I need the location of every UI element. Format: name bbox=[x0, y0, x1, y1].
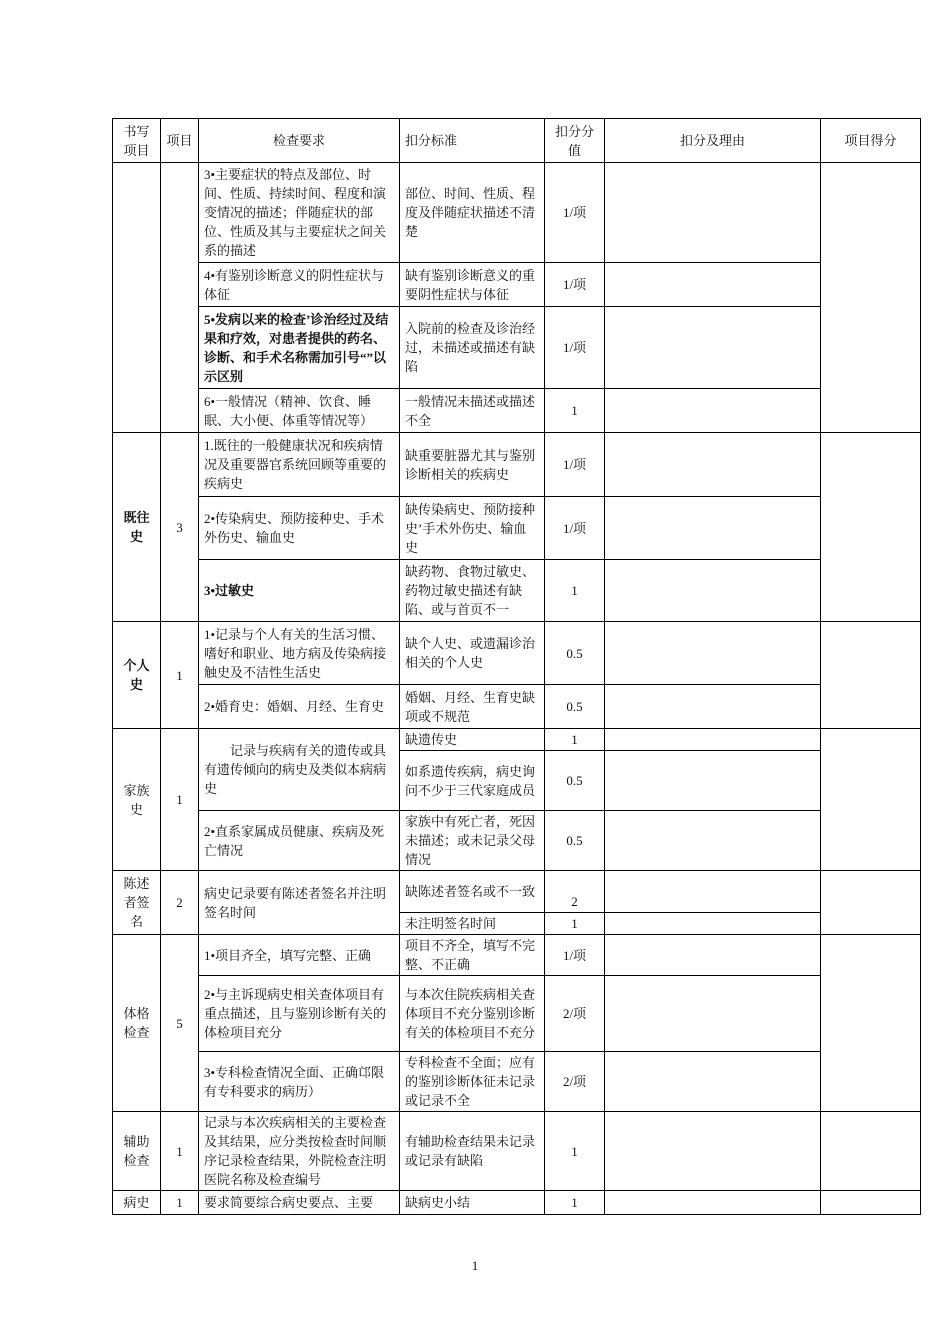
requirement-cell: 5•发病以来的检查’诊治经过及结果和疗效，对患者提供的药名、诊断、和手术名称需加引号“”以示区别 bbox=[199, 307, 400, 389]
reason-cell bbox=[605, 811, 821, 871]
criteria-cell: 缺重要脏器尤其与鉴别诊断相关的疾病史 bbox=[400, 433, 545, 497]
table-row bbox=[113, 685, 921, 729]
criteria-cell: 缺有鉴别诊断意义的重要阴性症状与体征 bbox=[400, 263, 545, 307]
points-cell: 1 bbox=[545, 560, 605, 622]
count-cell: 1 bbox=[161, 729, 199, 871]
points-cell: 2/项 bbox=[545, 976, 605, 1052]
score-cell bbox=[821, 1112, 921, 1191]
score-cell bbox=[821, 935, 921, 1112]
reason-cell bbox=[605, 1191, 821, 1215]
criteria-text: 缺药物、食物过敏史、药物过敏史描述有缺陷、或与首页不一 bbox=[405, 564, 536, 617]
criteria-cell: 家族中有死亡者，死因未描述；或未记录父母情况 bbox=[400, 811, 545, 871]
reason-cell bbox=[605, 685, 821, 729]
points-cell: 1/项 bbox=[545, 433, 605, 497]
requirement-cell: 1•记录与个人有关的生活习惯、嗜好和职业、地方病及传染病接触史及不洁性生活史 bbox=[199, 622, 400, 685]
score-cell bbox=[821, 163, 921, 433]
requirement-cell: 要求简要综合病史要点、主要 bbox=[199, 1191, 400, 1215]
score-cell bbox=[821, 433, 921, 622]
criteria-cell: 入院前的检查及诊治经过，未描述或描述有缺陷 bbox=[400, 307, 545, 389]
criteria-cell: 缺病史小结 bbox=[400, 1191, 545, 1215]
points-cell: 1 bbox=[545, 1191, 605, 1215]
criteria-cell bbox=[400, 560, 545, 622]
reason-cell bbox=[605, 1112, 821, 1191]
category-cell bbox=[113, 163, 161, 433]
score-cell bbox=[821, 871, 921, 935]
table-row bbox=[113, 307, 921, 389]
reason-cell bbox=[605, 163, 821, 263]
criteria-cell: 缺传染病史、预防接种史’手术外伤史、输血史 bbox=[400, 497, 545, 560]
points-cell: 1/项 bbox=[545, 263, 605, 307]
page-number: 1 bbox=[471, 1258, 479, 1273]
table-row bbox=[113, 871, 921, 913]
score-cell bbox=[821, 622, 921, 729]
criteria-cell: 部位、时间、性质、程度及伴随症状描述不清楚 bbox=[400, 163, 545, 263]
requirement-cell: 1•项目齐全，填写完整、正确 bbox=[199, 935, 400, 976]
category-cell: 既往史 bbox=[113, 433, 161, 622]
points-cell: 2 bbox=[545, 871, 605, 913]
category-cell: 陈述者签名 bbox=[113, 871, 161, 935]
reason-cell bbox=[605, 389, 821, 433]
category-cell: 病史 bbox=[113, 1191, 161, 1215]
header-points: 扣分分值 bbox=[545, 119, 605, 163]
requirement-cell: 3•专科检查情况全面、正确邙限有专科要求的病历） bbox=[199, 1052, 400, 1112]
reason-cell bbox=[605, 935, 821, 976]
table-row bbox=[113, 1052, 921, 1112]
points-cell: 1 bbox=[545, 1112, 605, 1191]
header-score: 项目得分 bbox=[821, 119, 921, 163]
criteria-cell: 有辅助检查结果未记录或记录有缺陷 bbox=[400, 1112, 545, 1191]
requirement-cell: 4•有鉴别诊断意义的阴性症状与体征 bbox=[199, 263, 400, 307]
requirement-cell: 记录与疾病有关的遗传或具有遗传倾向的病史及类似本病病史 bbox=[199, 729, 400, 811]
reason-cell bbox=[605, 913, 821, 935]
count-cell: 5 bbox=[161, 935, 199, 1112]
criteria-cell: 如系遗传疾病，病史询问不少于三代家庭成员 bbox=[400, 751, 545, 811]
reason-cell bbox=[605, 497, 821, 560]
reason-cell bbox=[605, 433, 821, 497]
requirement-cell: 6•一般情况（精神、饮食、睡眠、大小便、体重等情况等） bbox=[199, 389, 400, 433]
requirement-cell: 2•直系家属成员健康、疾病及死亡情况 bbox=[199, 811, 400, 871]
points-cell: 1/项 bbox=[545, 935, 605, 976]
reason-cell bbox=[605, 307, 821, 389]
points-cell: 0.5 bbox=[545, 622, 605, 685]
criteria-cell: 未注明签名时间 bbox=[400, 913, 545, 935]
table-row bbox=[113, 935, 921, 976]
points-cell: 1/项 bbox=[545, 497, 605, 560]
reason-cell bbox=[605, 1052, 821, 1112]
points-cell: 1/项 bbox=[545, 307, 605, 389]
requirement-cell: 病史记录要有陈述者签名并注明签名时间 bbox=[199, 871, 400, 935]
criteria-cell: 婚姻、月经、生育史缺项或不规范 bbox=[400, 685, 545, 729]
count-cell: 1 bbox=[161, 1112, 199, 1191]
count-cell: 3 bbox=[161, 433, 199, 622]
table-row bbox=[113, 263, 921, 307]
criteria-cell: 与本次住院疾病相关查体项目不充分鉴别诊断有关的体检项目不充分 bbox=[400, 976, 545, 1052]
points-cell: 1 bbox=[545, 729, 605, 751]
reason-cell bbox=[605, 751, 821, 811]
points-cell: 1/项 bbox=[545, 163, 605, 263]
criteria-cell: 一般情况未描述或描述不全 bbox=[400, 389, 545, 433]
count-cell: 1 bbox=[161, 622, 199, 729]
table-row bbox=[113, 497, 921, 560]
points-cell: 1 bbox=[545, 389, 605, 433]
criteria-cell: 项目不齐全，填写不完整、不正确 bbox=[400, 935, 545, 976]
criteria-cell: 缺个人史、或遗漏诊治相关的个人史 bbox=[400, 622, 545, 685]
requirement-cell: 2•传染病史、预防接种史、手术外伤史、输血史 bbox=[199, 497, 400, 560]
reason-cell bbox=[605, 729, 821, 751]
score-cell bbox=[821, 1191, 921, 1215]
points-cell: 2/项 bbox=[545, 1052, 605, 1112]
grading-table bbox=[112, 118, 921, 1215]
points-cell: 0.5 bbox=[545, 751, 605, 811]
score-cell bbox=[821, 729, 921, 871]
requirement-cell: 记录与本次疾病相关的主要检查及其结果，应分类按检查时间顺序记录检查结果，外院检查注明医院名称及检查编号 bbox=[199, 1112, 400, 1191]
reason-cell bbox=[605, 622, 821, 685]
reason-cell bbox=[605, 871, 821, 913]
count-cell: 1 bbox=[161, 1191, 199, 1215]
category-cell: 体格检查 bbox=[113, 935, 161, 1112]
category-cell: 家族史 bbox=[113, 729, 161, 871]
requirement-cell: 2•与主诉现病史相关查体项目有重点描述，且与鉴别诊断有关的体检项目充分 bbox=[199, 976, 400, 1052]
category-cell: 辅助检查 bbox=[113, 1112, 161, 1191]
criteria-cell: 缺遗传史 bbox=[400, 729, 545, 751]
table-row bbox=[113, 622, 921, 685]
requirement-cell: 2•婚育史：婚姻、月经、生育史 bbox=[199, 685, 400, 729]
header-item-count: 项目 bbox=[161, 119, 199, 163]
criteria-cell: 缺陈述者签名或不一致 bbox=[400, 871, 545, 913]
requirement-cell: 3•主要症状的特点及部位、时间、性质、持续时间、程度和演变情况的描述；伴随症状的部位、性质及其与主要症状之间关系的描述 bbox=[199, 163, 400, 263]
table-row bbox=[113, 433, 921, 497]
requirement-cell: 3•过敏史 bbox=[199, 560, 400, 622]
table-row bbox=[113, 729, 921, 751]
table-row bbox=[113, 1112, 921, 1191]
points-cell: 1 bbox=[545, 913, 605, 935]
count-cell: 2 bbox=[161, 871, 199, 935]
reason-cell bbox=[605, 560, 821, 622]
header-requirement: 检查要求 bbox=[199, 119, 400, 163]
reason-cell bbox=[605, 976, 821, 1052]
header-category: 书写项目 bbox=[113, 119, 161, 163]
table-row bbox=[113, 1191, 921, 1215]
table-row bbox=[113, 389, 921, 433]
header-criteria: 扣分标准 bbox=[400, 119, 545, 163]
category-cell: 个人史 bbox=[113, 622, 161, 729]
table-row bbox=[113, 976, 921, 1052]
header-row bbox=[113, 119, 921, 163]
reason-cell bbox=[605, 263, 821, 307]
criteria-cell: 专科检查不全面；应有的鉴别诊断体征未记录或记录不全 bbox=[400, 1052, 545, 1112]
points-cell: 0.5 bbox=[545, 811, 605, 871]
requirement-cell: 1.既往的一般健康状况和疾病情况及重要器官系统回顾等重要的疾病史 bbox=[199, 433, 400, 497]
count-cell bbox=[161, 163, 199, 433]
points-cell: 0.5 bbox=[545, 685, 605, 729]
header-reason: 扣分及理由 bbox=[605, 119, 821, 163]
table-row bbox=[113, 163, 921, 263]
table-row bbox=[113, 811, 921, 871]
table-row bbox=[113, 560, 921, 622]
